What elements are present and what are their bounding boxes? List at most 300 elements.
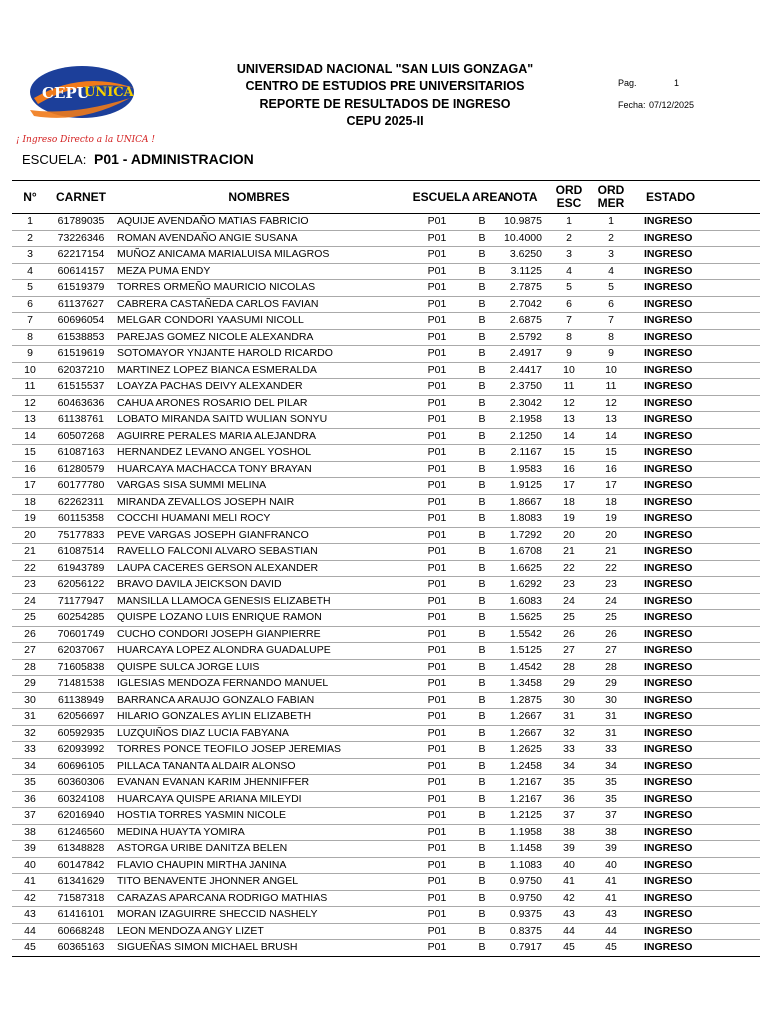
row-ord-mer: 3: [590, 247, 632, 264]
row-carnet: 61348828: [48, 841, 114, 858]
row-nota: 1.2667: [494, 709, 548, 726]
row-nombres: PAREJAS GOMEZ NICOLE ALEXANDRA: [114, 329, 404, 346]
row-estado: INGRESO: [632, 610, 760, 627]
row-carnet: 60324108: [48, 791, 114, 808]
row-escuela: P01: [404, 296, 470, 313]
row-nota: 2.7042: [494, 296, 548, 313]
row-estado: INGRESO: [632, 329, 760, 346]
row-area: B: [470, 841, 494, 858]
row-escuela: P01: [404, 362, 470, 379]
row-nombres: COCCHI HUAMANI MELI ROCY: [114, 511, 404, 528]
row-number: 20: [12, 527, 48, 544]
row-ord-mer: 33: [590, 742, 632, 759]
row-escuela: P01: [404, 676, 470, 693]
row-nombres: HUARCAYA QUISPE ARIANA MILEYDI: [114, 791, 404, 808]
table-row: [12, 791, 760, 808]
row-estado: INGRESO: [632, 313, 760, 330]
row-ord-esc: 34: [548, 758, 590, 775]
row-nota: 3.6250: [494, 247, 548, 264]
row-ord-mer: 41: [590, 890, 632, 907]
row-ord-esc: 45: [548, 940, 590, 957]
row-area: B: [470, 247, 494, 264]
row-nombres: LUZQUIÑOS DIAZ LUCIA FABYANA: [114, 725, 404, 742]
row-ord-mer: 15: [590, 445, 632, 462]
row-number: 11: [12, 379, 48, 396]
row-nota: 1.7292: [494, 527, 548, 544]
row-nota: 10.9875: [494, 214, 548, 231]
row-ord-esc: 37: [548, 808, 590, 825]
table-row: [12, 362, 760, 379]
row-ord-esc: 38: [548, 824, 590, 841]
row-area: B: [470, 676, 494, 693]
table-row: [12, 725, 760, 742]
row-ord-mer: 37: [590, 808, 632, 825]
row-escuela: P01: [404, 527, 470, 544]
row-ord-esc: 19: [548, 511, 590, 528]
row-nota: 1.9583: [494, 461, 548, 478]
row-number: 30: [12, 692, 48, 709]
row-nombres: MUÑOZ ANICAMA MARIALUISA MILAGROS: [114, 247, 404, 264]
center-name: CENTRO DE ESTUDIOS PRE UNIVERSITARIOS: [245, 79, 525, 93]
row-estado: INGRESO: [632, 478, 760, 495]
row-escuela: P01: [404, 280, 470, 297]
row-number: 42: [12, 890, 48, 907]
row-nota: 10.4000: [494, 230, 548, 247]
row-ord-esc: 6: [548, 296, 590, 313]
cycle-title: CEPU 2025-II: [346, 114, 424, 128]
row-estado: INGRESO: [632, 659, 760, 676]
date-label: Fecha:: [618, 100, 646, 110]
row-estado: INGRESO: [632, 593, 760, 610]
row-area: B: [470, 445, 494, 462]
row-carnet: 71587318: [48, 890, 114, 907]
row-escuela: P01: [404, 445, 470, 462]
row-ord-esc: 44: [548, 923, 590, 940]
row-nombres: TITO BENAVENTE JHONNER ANGEL: [114, 874, 404, 891]
row-area: B: [470, 692, 494, 709]
row-carnet: 61087163: [48, 445, 114, 462]
row-nombres: MEZA PUMA ENDY: [114, 263, 404, 280]
row-nombres: LAUPA CACERES GERSON ALEXANDER: [114, 560, 404, 577]
row-carnet: 61943789: [48, 560, 114, 577]
row-ord-mer: 4: [590, 263, 632, 280]
row-area: B: [470, 263, 494, 280]
row-ord-mer: 10: [590, 362, 632, 379]
row-ord-esc: 43: [548, 907, 590, 924]
row-estado: INGRESO: [632, 577, 760, 594]
table-row: [12, 593, 760, 610]
row-ord-mer: 28: [590, 659, 632, 676]
row-estado: INGRESO: [632, 907, 760, 924]
row-nombres: HILARIO GONZALES AYLIN ELIZABETH: [114, 709, 404, 726]
row-carnet: 73226346: [48, 230, 114, 247]
row-estado: INGRESO: [632, 511, 760, 528]
row-escuela: P01: [404, 593, 470, 610]
row-ord-mer: 41: [590, 874, 632, 891]
row-carnet: 62093992: [48, 742, 114, 759]
row-estado: INGRESO: [632, 296, 760, 313]
row-ord-mer: 24: [590, 593, 632, 610]
row-nombres: QUISPE SULCA JORGE LUIS: [114, 659, 404, 676]
table-row: [12, 230, 760, 247]
row-ord-mer: 14: [590, 428, 632, 445]
row-escuela: P01: [404, 626, 470, 643]
row-carnet: 71605838: [48, 659, 114, 676]
row-number: 7: [12, 313, 48, 330]
row-nota: 0.7917: [494, 940, 548, 957]
row-carnet: 61138761: [48, 412, 114, 429]
row-ord-mer: 12: [590, 395, 632, 412]
row-number: 5: [12, 280, 48, 297]
row-nota: 1.6292: [494, 577, 548, 594]
table-row: [12, 643, 760, 660]
row-carnet: 61280579: [48, 461, 114, 478]
row-carnet: 60115358: [48, 511, 114, 528]
row-estado: INGRESO: [632, 775, 760, 792]
row-ord-mer: 26: [590, 626, 632, 643]
row-nota: 1.2875: [494, 692, 548, 709]
row-number: 41: [12, 874, 48, 891]
row-nombres: FLAVIO CHAUPIN MIRTHA JANINA: [114, 857, 404, 874]
table-row: [12, 395, 760, 412]
col-area: AREA: [470, 181, 494, 214]
row-ord-esc: 20: [548, 527, 590, 544]
university-name: UNIVERSIDAD NACIONAL "SAN LUIS GONZAGA": [236, 62, 534, 76]
row-escuela: P01: [404, 379, 470, 396]
row-ord-esc: 14: [548, 428, 590, 445]
table-row: [12, 346, 760, 363]
row-ord-mer: 23: [590, 577, 632, 594]
row-nota: 2.4917: [494, 346, 548, 363]
row-nombres: MORAN IZAGUIRRE SHECCID NASHELY: [114, 907, 404, 924]
row-nombres: HUARCAYA MACHACCA TONY BRAYAN: [114, 461, 404, 478]
row-number: 9: [12, 346, 48, 363]
row-estado: INGRESO: [632, 379, 760, 396]
svg-text:UNICA: UNICA: [84, 85, 134, 100]
row-escuela: P01: [404, 808, 470, 825]
row-ord-mer: 21: [590, 544, 632, 561]
row-number: 39: [12, 841, 48, 858]
row-number: 4: [12, 263, 48, 280]
row-area: B: [470, 643, 494, 660]
row-nota: 1.1958: [494, 824, 548, 841]
row-escuela: P01: [404, 428, 470, 445]
row-ord-mer: 9: [590, 346, 632, 363]
row-nota: 3.1125: [494, 263, 548, 280]
row-area: B: [470, 775, 494, 792]
row-nota: 2.1250: [494, 428, 548, 445]
row-area: B: [470, 494, 494, 511]
row-ord-mer: 16: [590, 461, 632, 478]
row-estado: INGRESO: [632, 857, 760, 874]
table-row: [12, 808, 760, 825]
table-row: [12, 544, 760, 561]
row-estado: INGRESO: [632, 725, 760, 742]
svg-text:CEPU: CEPU: [42, 84, 90, 102]
row-nombres: IGLESIAS MENDOZA FERNANDO MANUEL: [114, 676, 404, 693]
row-area: B: [470, 593, 494, 610]
row-escuela: P01: [404, 890, 470, 907]
row-ord-esc: 42: [548, 890, 590, 907]
cepu-unica-logo: [12, 58, 155, 148]
row-ord-mer: 11: [590, 379, 632, 396]
row-ord-mer: 22: [590, 560, 632, 577]
row-escuela: P01: [404, 725, 470, 742]
col-carnet: CARNET: [48, 181, 114, 214]
row-carnet: 62037067: [48, 643, 114, 660]
row-area: B: [470, 659, 494, 676]
table-header-row: [12, 181, 760, 214]
table-row: [12, 709, 760, 726]
row-ord-esc: 41: [548, 874, 590, 891]
table-row: [12, 478, 760, 495]
row-estado: INGRESO: [632, 742, 760, 759]
row-escuela: P01: [404, 494, 470, 511]
row-ord-esc: 30: [548, 692, 590, 709]
row-ord-mer: 44: [590, 923, 632, 940]
row-carnet: 60177780: [48, 478, 114, 495]
row-carnet: 62016940: [48, 808, 114, 825]
row-ord-esc: 12: [548, 395, 590, 412]
report-title: REPORTE DE RESULTADOS DE INGRESO: [259, 97, 511, 111]
row-nombres: MIRANDA ZEVALLOS JOSEPH NAIR: [114, 494, 404, 511]
row-number: 40: [12, 857, 48, 874]
row-carnet: 62217154: [48, 247, 114, 264]
row-area: B: [470, 610, 494, 627]
row-escuela: P01: [404, 923, 470, 940]
row-carnet: 60696054: [48, 313, 114, 330]
row-escuela: P01: [404, 940, 470, 957]
row-area: B: [470, 874, 494, 891]
row-area: B: [470, 527, 494, 544]
row-ord-esc: 33: [548, 742, 590, 759]
row-nombres: HOSTIA TORRES YASMIN NICOLE: [114, 808, 404, 825]
row-ord-esc: 13: [548, 412, 590, 429]
col-ord-esc: [548, 181, 590, 214]
row-ord-esc: 5: [548, 280, 590, 297]
row-area: B: [470, 511, 494, 528]
row-nombres: AQUIJE AVENDAÑO MATIAS FABRICIO: [114, 214, 404, 231]
row-escuela: P01: [404, 247, 470, 264]
ord-mer-line2: MER: [597, 196, 625, 210]
row-escuela: P01: [404, 511, 470, 528]
table-row: [12, 313, 760, 330]
row-number: 19: [12, 511, 48, 528]
row-estado: INGRESO: [632, 643, 760, 660]
row-ord-mer: 27: [590, 643, 632, 660]
table-row: [12, 214, 760, 231]
svg-text:¡ Ingreso Directo a la UNICA !: ¡ Ingreso Directo a la UNICA !: [16, 135, 155, 145]
row-estado: INGRESO: [632, 346, 760, 363]
row-ord-mer: 18: [590, 494, 632, 511]
row-number: 3: [12, 247, 48, 264]
row-nota: 1.6083: [494, 593, 548, 610]
row-ord-mer: 17: [590, 478, 632, 495]
row-estado: INGRESO: [632, 626, 760, 643]
row-escuela: P01: [404, 742, 470, 759]
row-carnet: 62037210: [48, 362, 114, 379]
row-estado: INGRESO: [632, 428, 760, 445]
row-carnet: 60592935: [48, 725, 114, 742]
row-number: 2: [12, 230, 48, 247]
table-row: [12, 890, 760, 907]
row-carnet: 61138949: [48, 692, 114, 709]
page-label: Pag.: [618, 78, 637, 88]
row-ord-mer: 39: [590, 841, 632, 858]
table-row: [12, 527, 760, 544]
table-row: [12, 824, 760, 841]
row-number: 26: [12, 626, 48, 643]
row-number: 45: [12, 940, 48, 957]
ord-esc-line2: ESC: [556, 196, 582, 210]
table-row: [12, 511, 760, 528]
row-area: B: [470, 379, 494, 396]
row-carnet: 60365163: [48, 940, 114, 957]
row-nombres: SOTOMAYOR YNJANTE HAROLD RICARDO: [114, 346, 404, 363]
row-escuela: P01: [404, 692, 470, 709]
row-area: B: [470, 758, 494, 775]
row-escuela: P01: [404, 313, 470, 330]
row-carnet: 71177947: [48, 593, 114, 610]
row-number: 15: [12, 445, 48, 462]
row-number: 6: [12, 296, 48, 313]
row-nombres: CARAZAS APARCANA RODRIGO MATHIAS: [114, 890, 404, 907]
row-carnet: 60360306: [48, 775, 114, 792]
table-row: [12, 841, 760, 858]
row-escuela: P01: [404, 643, 470, 660]
row-ord-esc: 36: [548, 791, 590, 808]
col-ord-mer: [590, 181, 632, 214]
col-estado: ESTADO: [632, 181, 760, 214]
row-escuela: P01: [404, 841, 470, 858]
row-ord-esc: 40: [548, 857, 590, 874]
row-nota: 1.2167: [494, 791, 548, 808]
row-area: B: [470, 890, 494, 907]
row-carnet: 61087514: [48, 544, 114, 561]
row-ord-esc: 23: [548, 577, 590, 594]
row-number: 24: [12, 593, 48, 610]
row-area: B: [470, 560, 494, 577]
row-number: 25: [12, 610, 48, 627]
row-estado: INGRESO: [632, 841, 760, 858]
row-ord-esc: 28: [548, 659, 590, 676]
row-nombres: PILLACA TANANTA ALDAIR ALONSO: [114, 758, 404, 775]
row-nombres: MELGAR CONDORI YAASUMI NICOLL: [114, 313, 404, 330]
row-nombres: MARTINEZ LOPEZ BIANCA ESMERALDA: [114, 362, 404, 379]
row-nota: 1.8667: [494, 494, 548, 511]
row-estado: INGRESO: [632, 247, 760, 264]
row-area: B: [470, 214, 494, 231]
page-number: 1: [674, 78, 680, 88]
row-number: 10: [12, 362, 48, 379]
row-estado: INGRESO: [632, 263, 760, 280]
row-nota: 0.9750: [494, 874, 548, 891]
row-nota: 1.5542: [494, 626, 548, 643]
row-ord-mer: 30: [590, 692, 632, 709]
row-nota: 1.5125: [494, 643, 548, 660]
ord-mer-line1: ORD: [597, 183, 625, 197]
row-ord-esc: 10: [548, 362, 590, 379]
table-row: [12, 461, 760, 478]
row-escuela: P01: [404, 577, 470, 594]
row-nombres: MANSILLA LLAMOCA GENESIS ELIZABETH: [114, 593, 404, 610]
row-estado: INGRESO: [632, 544, 760, 561]
escuela-label: ESCUELA:: [22, 152, 87, 167]
row-ord-mer: 2: [590, 230, 632, 247]
row-ord-esc: 2: [548, 230, 590, 247]
table-row: [12, 445, 760, 462]
row-area: B: [470, 313, 494, 330]
ord-esc-line1: ORD: [555, 183, 583, 197]
row-nota: 1.3458: [494, 676, 548, 693]
row-escuela: P01: [404, 857, 470, 874]
row-estado: INGRESO: [632, 923, 760, 940]
row-nombres: LEON MENDOZA ANGY LIZET: [114, 923, 404, 940]
row-nota: 2.3042: [494, 395, 548, 412]
row-escuela: P01: [404, 758, 470, 775]
row-number: 14: [12, 428, 48, 445]
row-escuela: P01: [404, 412, 470, 429]
row-number: 8: [12, 329, 48, 346]
row-ord-esc: 3: [548, 247, 590, 264]
row-carnet: 60463636: [48, 395, 114, 412]
row-ord-mer: 29: [590, 676, 632, 693]
escuela-value: P01 - ADMINISTRACION: [94, 151, 254, 167]
row-escuela: P01: [404, 544, 470, 561]
row-escuela: P01: [404, 791, 470, 808]
row-carnet: 61538853: [48, 329, 114, 346]
row-ord-mer: 5: [590, 280, 632, 297]
row-area: B: [470, 362, 494, 379]
table-row: [12, 742, 760, 759]
row-area: B: [470, 412, 494, 429]
table-row: [12, 874, 760, 891]
row-escuela: P01: [404, 907, 470, 924]
row-escuela: P01: [404, 478, 470, 495]
row-number: 35: [12, 775, 48, 792]
row-area: B: [470, 791, 494, 808]
row-estado: INGRESO: [632, 395, 760, 412]
row-carnet: 60614157: [48, 263, 114, 280]
row-carnet: 60696105: [48, 758, 114, 775]
row-ord-mer: 38: [590, 824, 632, 841]
row-nombres: AGUIRRE PERALES MARIA ALEJANDRA: [114, 428, 404, 445]
table-row: [12, 280, 760, 297]
row-ord-mer: 6: [590, 296, 632, 313]
row-estado: INGRESO: [632, 676, 760, 693]
row-area: B: [470, 544, 494, 561]
row-ord-mer: 35: [590, 775, 632, 792]
col-escuela: ESCUELA: [404, 181, 470, 214]
row-nombres: CABRERA CASTAÑEDA CARLOS FAVIAN: [114, 296, 404, 313]
row-nombres: MEDINA HUAYTA YOMIRA: [114, 824, 404, 841]
row-number: 29: [12, 676, 48, 693]
row-number: 22: [12, 560, 48, 577]
row-nota: 1.8083: [494, 511, 548, 528]
results-table: [12, 180, 760, 957]
row-escuela: P01: [404, 874, 470, 891]
row-estado: INGRESO: [632, 692, 760, 709]
row-estado: INGRESO: [632, 791, 760, 808]
row-estado: INGRESO: [632, 280, 760, 297]
table-row: [12, 296, 760, 313]
row-ord-mer: 40: [590, 857, 632, 874]
table-row: [12, 923, 760, 940]
row-carnet: 71481538: [48, 676, 114, 693]
row-estado: INGRESO: [632, 709, 760, 726]
row-estado: INGRESO: [632, 758, 760, 775]
row-area: B: [470, 346, 494, 363]
